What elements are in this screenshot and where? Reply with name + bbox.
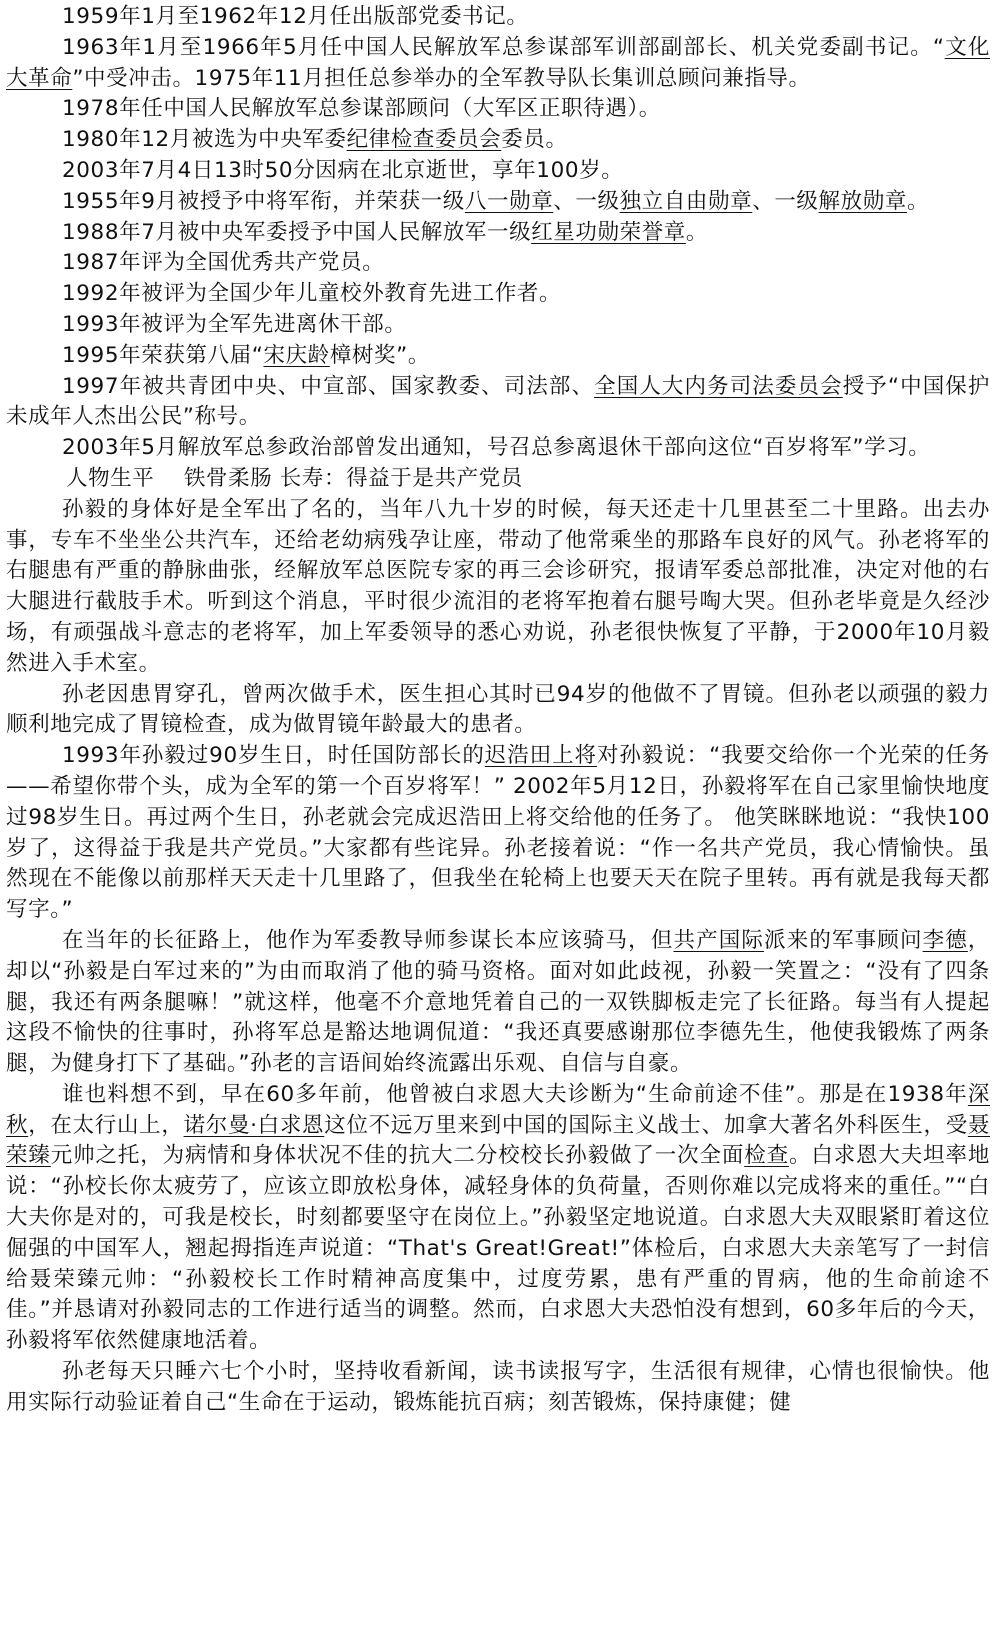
text-segment: 1963年1月至1966年5月任中国人民解放军总参谋部军训部副部长、机关党委副书记。“ [62,34,945,60]
paragraph [6,341,990,372]
section-heading [6,464,990,495]
text-segment: 在当年的长征路上，他作为军委教导师参谋长本应该骑马，但 [62,927,674,953]
paragraph [6,680,990,742]
text-segment: 这位不远万里来到中国的国际主义战士、加拿大著名外科医生，受 [324,1112,968,1138]
text-segment: 1988年7月被中央军委授予中国人民解放军一级 [62,219,532,245]
text-segment: 1955年9月被授予中将军衔，并荣获一级 [62,188,465,214]
linked-term[interactable]: 纪律检查委员会 [346,127,502,153]
text-segment: 派来的军事顾问 [764,927,923,953]
paragraph [6,94,990,125]
text-segment: 授予“中国保护未成年人杰出公民”称号。 [6,373,991,430]
text-segment: 、一级 [553,188,620,214]
text-segment: 1995年荣获第八届“ [62,342,264,368]
linked-term[interactable]: 深秋 [6,1081,990,1138]
linked-term[interactable]: 独立自由勋章 [619,188,753,214]
text-segment: 1980年12月被选为中央军委 [62,127,347,153]
text-segment: 元帅之托，为病情和身体状况不佳的抗大二分校校长孙毅做了一次全面 [50,1143,745,1169]
linked-term[interactable]: 宋庆龄 [263,342,330,368]
paragraph [6,156,990,187]
text-segment: 樟树奖”。 [329,342,430,368]
text-segment: 对孙毅说：“我要交给你一个光荣的任务——希望你带个头，成为全军的第一个百岁将军！” 2002年5月12日，孙毅将军在自己家里愉快地度过98岁生日。再过两个生日，孙老就会完成迟浩田上将交给他的任务了。 他笑眯眯地说：“我快100岁了，这得益于我是共产党员。”大家都有些诧异。孙老接着说：“作一名共产党员，我心情愉快。虽然现在不能像以前那样天天走十几里路了，但我坐在轮椅上也要天天在院子里转。再有就是我每天都写字。” [6,743,990,923]
text-segment: ，却以“孙毅是白军过来的”为由而取消了他的骑马资格。面对如此歧视，孙毅一笑置之：“没有了四条腿，我还有两条腿嘛！”就这样，他毫不介意地凭着自己的一双铁脚板走完了长征路。每当有人提起这段不愉快的往事时，孙将军总是豁达地调侃道：“我还真要感谢那位李德先生，他使我锻炼了两条腿，为健身打下了基础。”孙老的言语间始终流露出乐观、自信与自豪。 [6,927,990,1077]
text-segment: 委员。 [501,127,568,153]
paragraph [6,187,990,218]
paragraph [6,218,990,249]
linked-term[interactable]: 红星功勋荣誉章 [531,219,686,245]
linked-term[interactable]: 全国人大内务司法委员会 [594,373,843,399]
paragraph [6,2,990,33]
paragraph [6,926,990,1080]
text-segment: 1993年被评为全军先进离休干部。 [62,311,407,337]
text-segment: ”中受冲击。1975年11月担任总参举办的全军教导队长集训总顾问兼指导。 [72,65,811,91]
text-segment: 1993年孙毅过90岁生日，时任国防部长的 [62,743,485,769]
linked-term[interactable]: 聂荣臻 [6,1112,990,1169]
linked-term[interactable]: 八一勋章 [464,188,554,214]
paragraph [6,33,990,95]
text-segment: 。 [685,219,709,245]
paragraph [6,433,990,464]
text-segment: 1978年任中国人民解放军总参谋部顾问（大军区正职待遇）。 [62,96,661,122]
text-segment: 孙老因患胃穿孔，曾两次做手术，医生担心其时已94岁的他做不了胃镜。但孙老以顽强的毅力顺利地完成了胃镜检查，成为做胃镜年龄最大的患者。 [6,681,990,738]
paragraph [6,310,990,341]
text-segment: 1959年1月至1962年12月任出版部党委书记。 [62,4,529,29]
paragraph [6,1080,990,1357]
text-segment: ，在太行山上， [28,1112,184,1138]
text-segment: 2003年7月4日13时50分因病在北京逝世，享年100岁。 [62,157,624,183]
text-segment: 。 [906,188,930,214]
linked-term[interactable]: 诺尔曼·白求恩 [183,1112,325,1138]
paragraph [6,248,990,279]
text-segment: 孙老每天只睡六七个小时，坚持收看新闻，读书读报写字，生活很有规律，心情也很愉快。他用实际行动验证着自己“生命在于运动，锻炼能抗百病；刻苦锻炼，保持康健；健 [6,1359,990,1415]
paragraph [6,495,990,680]
text-segment: 1992年被评为全国少年儿童校外教育先进工作者。 [62,281,562,307]
text-segment: 孙毅的身体好是全军出了名的，当年八九十岁的时候，每天还走十几里甚至二十里路。出去办事，专车不坐坐公共汽车，还给老幼病残孕让座，带动了他常乘坐的那路车良好的风气。孙老将军的右腿患有严重的静脉曲张，经解放军总医院专家的再三会诊研究，报请军委总部批准，决定对他的右大腿进行截肢手术。听到这个消息，平时很少流泪的老将军抱着右腿号啕大哭。但孙老毕竟是久经沙场，有顽强战斗意志的老将军，加上军委领导的悉心劝说，孙老很快恢复了平静，于2000年10月毅然进入手术室。 [6,496,990,676]
paragraph [6,741,990,926]
text-segment: 2003年5月解放军总参政治部曾发出通知，号召总参离退休干部向这位“百岁将军”学习。 [62,435,931,461]
linked-term[interactable]: 迟浩田上将 [484,743,597,769]
paragraph [6,125,990,156]
paragraph [6,1357,990,1419]
linked-term[interactable]: 解放勋章 [818,188,907,214]
text-segment: 、一级 [752,188,819,214]
linked-term[interactable]: 文化大革命 [6,34,991,91]
linked-term[interactable]: 检查 [744,1143,789,1169]
paragraph [6,279,990,310]
text-segment: 1987年评为全国优秀共产党员。 [62,250,385,276]
text-segment: 人物生平 铁骨柔肠 长寿：得益于是共产党员 [66,465,523,491]
text-segment: 1997年被共青团中央、中宣部、国家教委、司法部、 [62,373,595,399]
text-segment: 谁也料想不到，早在60多年前，他曾被白求恩大夫诊断为“生命前途不佳”。那是在1938年 [62,1081,968,1107]
linked-term[interactable]: 李德 [922,927,968,953]
paragraph [6,372,990,434]
linked-term[interactable]: 共产国际 [673,927,765,953]
text-segment: 。白求恩大夫坦率地说：“孙校长你太疲劳了，应该立即放松身体，减轻身体的负荷量，否则你难以完成将来的重任。”“白大夫你是对的，可我是校长，时刻都要坚守在岗位上。”孙毅坚定地说道。白求恩大夫双眼紧盯着这位倔强的中国军人，翘起拇指连声说道：“That's Great!Great!”体检后，白求恩大夫亲笔写了一封信给聂荣臻元帅：“孙毅校长工作时精神高度集中，过度劳累，患有严重的胃病，他的生命前途不佳。”并恳请对孙毅同志的工作进行适当的调整。然而，白求恩大夫恐怕没有想到，60多年后的今天，孙毅将军依然健康地活着。 [6,1143,991,1354]
